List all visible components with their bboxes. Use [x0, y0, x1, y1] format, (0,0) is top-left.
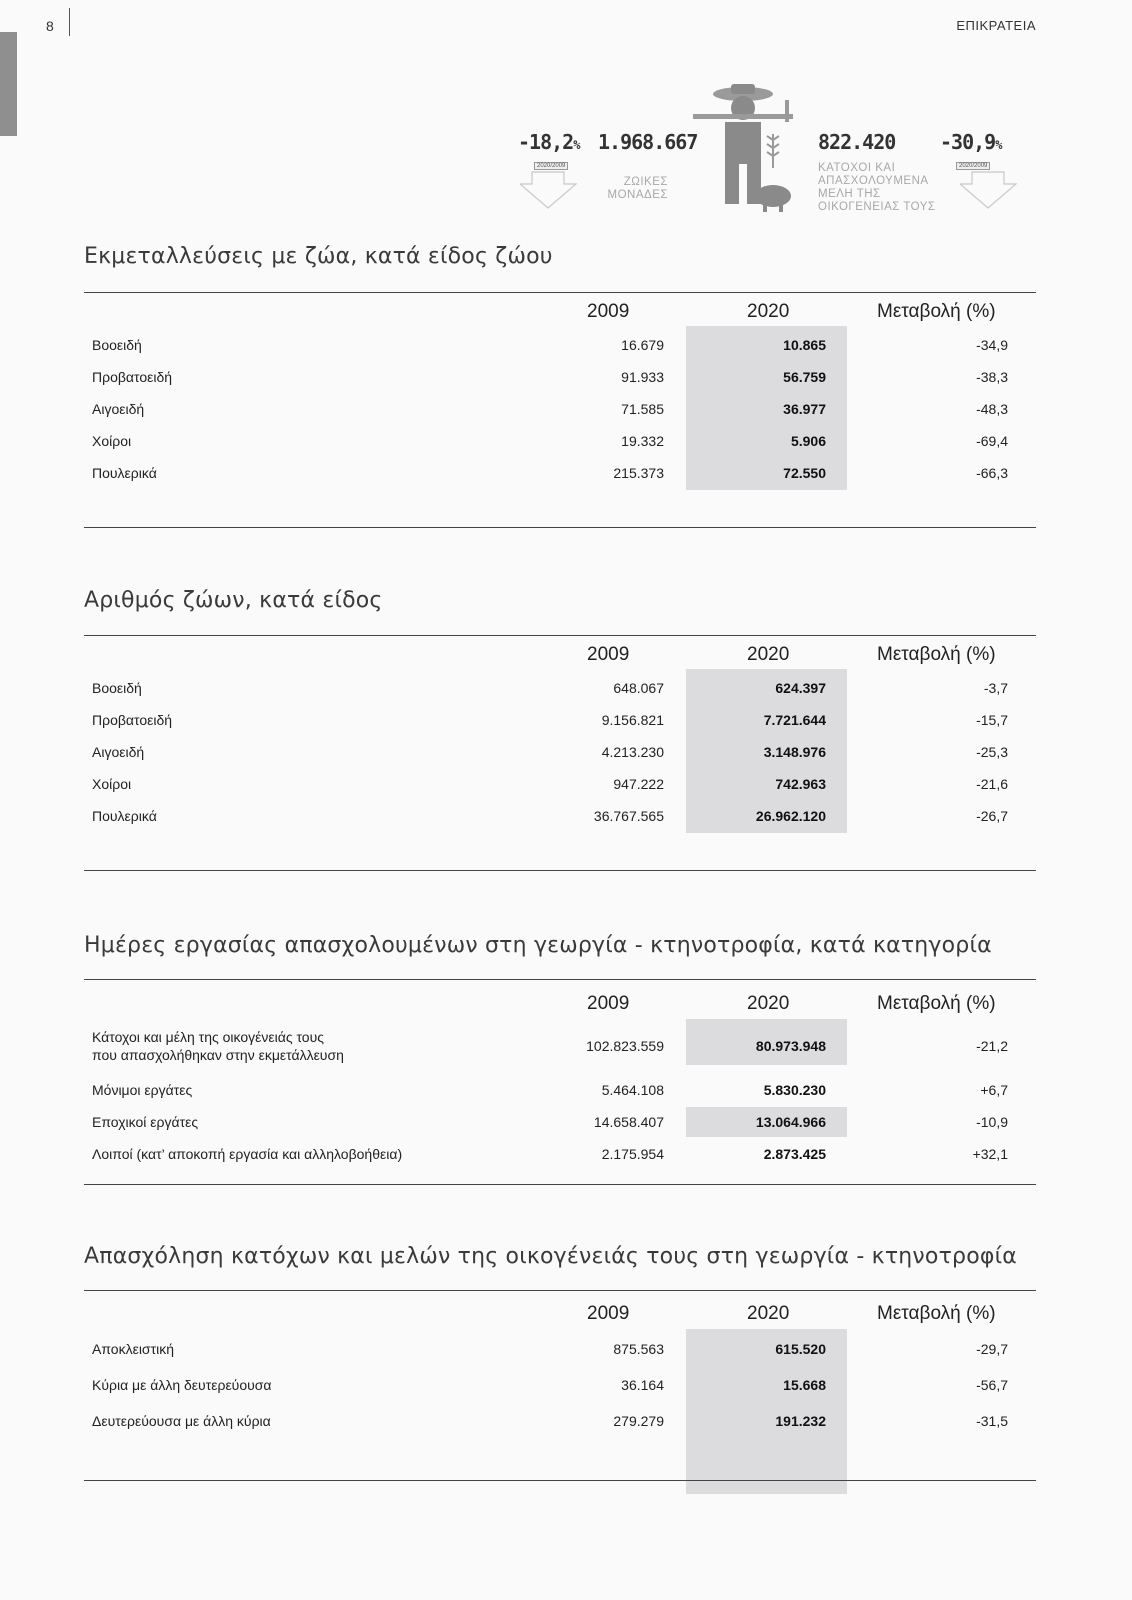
livestock-units-label: ΖΩΙΚΕΣ ΜΟΝΑΔΕΣ [607, 176, 668, 201]
header-change: Μεταβολή (%) [877, 301, 996, 322]
table-top-rule [84, 635, 1036, 636]
running-head: ΕΠΙΚΡΑΤΕΙΑ [956, 18, 1036, 33]
header-2009: 2009 [587, 644, 630, 665]
header-change: Μεταβολή (%) [877, 993, 996, 1014]
section-title-employment: Απασχόληση κατόχων και μελών της οικογένειάς τους στη γεωργία - κτηνοτροφία [84, 1244, 1017, 1269]
table-top-rule [84, 979, 1036, 980]
animal-count-table: 2009 2020 Μεταβολή (%) Βοοειδή 648.067 624.397 -3,7 Προβατοειδή 9.156.821 7.721.644 -15,7 Αιγοειδή 4.213.230 3.148.976 -25,3 Χοίροι 947.222 742.963 -21,6 Πουλερικά 36.767.565 26.962.120 -26,7 [84, 644, 1036, 859]
header-change: Μεταβολή (%) [877, 644, 996, 665]
livestock-units-value: 1.968.667 [598, 130, 698, 154]
table-bottom-rule [84, 527, 1036, 528]
header-2009: 2009 [587, 1303, 630, 1324]
down-arrow-left-icon [520, 170, 580, 210]
table-top-rule [84, 292, 1036, 293]
header-2009: 2009 [587, 301, 630, 322]
header-2020: 2020 [747, 993, 790, 1014]
table-bottom-rule [84, 870, 1036, 871]
holders-members-value: 822.420 [818, 130, 896, 154]
right-period-tag: 2020/2009 [956, 162, 990, 170]
header-2020: 2020 [747, 1303, 790, 1324]
left-period-tag: 2020/2009 [534, 162, 568, 170]
section-title-workdays: Ημέρες εργασίας απασχολουμένων στη γεωργία - κτηνοτροφία, κατά κατηγορία [84, 933, 992, 958]
table-top-rule [84, 1290, 1036, 1291]
right-change-percent: -30,9% [940, 130, 1002, 154]
page-number-divider [69, 8, 70, 36]
wheat-icon [762, 130, 784, 170]
table-bottom-rule [84, 1480, 1036, 1481]
summary-infographic [500, 70, 1040, 235]
header-2020: 2020 [747, 644, 790, 665]
employment-table: 2009 2020 Μεταβολή (%) Αποκλειστική 875.563 615.520 -29,7 Κύρια με άλλη δευτερεύουσα 36.164 15.668 -56,7 Δευτερεύουσα με άλλη κύρια 279.279 191.232 -31,5 [84, 1303, 1036, 1473]
page-number: 8 [46, 18, 54, 34]
header-2009: 2009 [587, 993, 630, 1014]
header-change: Μεταβολή (%) [877, 1303, 996, 1324]
down-arrow-right-icon [960, 170, 1020, 210]
table-bottom-rule [84, 1184, 1036, 1185]
side-tab-marker [0, 32, 17, 136]
holders-members-label: ΚΑΤΟΧΟΙ ΚΑΙ ΑΠΑΣΧΟΛΟΥΜΕΝΑ ΜΕΛΗ ΤΗΣ ΟΙΚΟΓΕΝΕΙΑΣ ΤΟΥΣ [818, 162, 936, 213]
section-title-holdings-by-animal: Εκμεταλλεύσεις με ζώα, κατά είδος ζώου [84, 244, 553, 269]
header-2020: 2020 [747, 301, 790, 322]
workdays-table: 2009 2020 Μεταβολή (%) Κάτοχοι και μέλη της οικογένειάς τους που απασχολήθηκαν στην εκμετάλλευση 102.823.559 80.973.948 -21,2 Μόνιμοι εργάτες 5.464.108 5.830.230 +6,7 Εποχικοί εργάτες 14.658.407 13.064.966 -10,9 Λοιποί (κατ’ αποκοπή εργασία και αλληλοβοήθεια) 2.175.954 2.873.425 +32,1 [92, 993, 1008, 1162]
left-change-percent: -18,2% [518, 130, 580, 154]
holdings-by-animal-table: 2009 2020 Μεταβολή (%) Βοοειδή 16.679 10.865 -34,9 Προβατοειδή 91.933 56.759 -38,3 Αιγοειδή 71.585 36.977 -48,3 Χοίροι 19.332 5.906 -69,4 Πουλερικά 215.373 72.550 -66,3 [84, 301, 1036, 516]
section-title-animal-count: Αριθμός ζώων, κατά είδος [84, 588, 383, 613]
